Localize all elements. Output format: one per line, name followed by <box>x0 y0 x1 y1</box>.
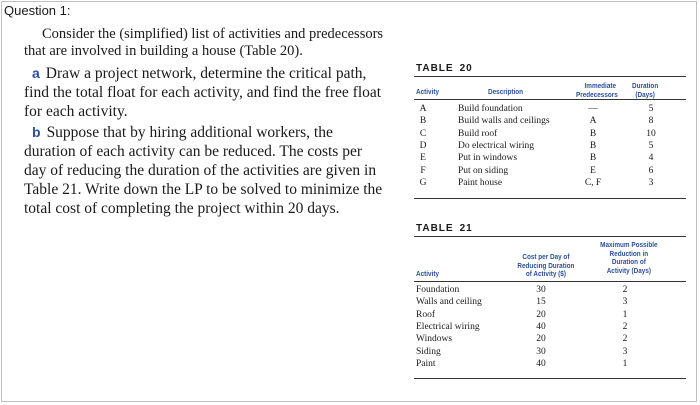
table21-number: 21 <box>459 223 473 234</box>
table20-cell-activity: B <box>419 116 427 127</box>
table20-cell-duration: 3 <box>648 177 654 188</box>
table21-header-max-line4: Activity (Days) <box>606 265 651 275</box>
table21-cell-activity: Foundation <box>416 285 460 295</box>
table21-header-max-line1: Maximum Possible <box>600 240 658 249</box>
table20-cell-activity: C <box>419 128 427 139</box>
table20-cell-activity: D <box>419 140 427 151</box>
table21-cell-activity: Electrical wiring <box>416 321 480 332</box>
question-title: Question 1: <box>4 3 71 18</box>
table21-cell-cost: 30 <box>536 346 546 357</box>
table21-header-max <box>594 241 664 275</box>
table21-cell-max: 1 <box>622 358 628 369</box>
table20-cell-description: Build walls and ceilings <box>458 116 550 127</box>
table21-cell-activity: Roof <box>416 309 435 320</box>
table20-cell-predecessors: C, F <box>584 177 602 188</box>
table20-cell-description: Do electrical wiring <box>458 140 534 151</box>
table20-cell-description: Build foundation <box>458 104 523 114</box>
table21-cell-cost: 20 <box>536 309 546 320</box>
table20-cell-description: Put on siding <box>458 165 509 176</box>
table20-cell-predecessors: B <box>589 128 597 139</box>
table21-cell-cost: 30 <box>536 285 546 295</box>
table21-header-max-line3: Duration of <box>611 257 646 266</box>
table20-cell-activity: E <box>420 153 426 164</box>
table21-header-cost <box>517 253 575 279</box>
table20-cell-description: Build roof <box>458 128 498 139</box>
table20-header-predecessors <box>576 82 618 99</box>
table21-cell-cost: 20 <box>536 334 546 345</box>
table21-header-max-line2: Reduction in <box>609 248 649 258</box>
table20-cell-duration: 4 <box>648 153 654 164</box>
table20-cell-activity: A <box>419 104 427 114</box>
table21-cell-activity: Siding <box>416 346 441 357</box>
table20-cell-description: Put in windows <box>458 153 518 164</box>
part-a-text: Draw a project network, determine the critical path, find the total float for each activity, and find the free float for each activity. <box>24 65 382 120</box>
table21-caption <box>416 223 473 234</box>
table20-cell-predecessors: B <box>589 140 597 151</box>
table20-header-activity: Activity <box>416 87 440 96</box>
table21-top-rule <box>414 236 686 237</box>
table20-cell-duration: 6 <box>648 165 654 176</box>
table20-header-pred-line1: Immediate <box>584 81 617 90</box>
table20-cell-activity: F <box>420 165 426 176</box>
table21-cell-cost: 40 <box>536 358 546 369</box>
table21-cell-cost: 15 <box>536 297 546 308</box>
table20-cell-predecessors: A <box>589 116 597 127</box>
part-b <box>24 123 384 218</box>
table21-cell-max: 2 <box>622 321 628 332</box>
table20-header-dur-line1: Duration <box>632 81 659 90</box>
table20-header-rule <box>414 99 686 100</box>
table21-cell-max: 2 <box>622 334 628 345</box>
table20-cell-description: Paint house <box>458 177 503 188</box>
table21-cell-max: 1 <box>622 309 628 320</box>
table20-caption-word: TABLE <box>416 63 454 74</box>
table21-cell-max: 3 <box>622 346 628 357</box>
table20-cell-duration: 5 <box>648 140 654 151</box>
table21-bottom-rule <box>414 378 686 379</box>
table21-header-activity: Activity <box>416 269 440 278</box>
table20-header-pred-line2: Predecessors <box>576 89 618 99</box>
table21-header-cost-line2: Reducing Duration <box>517 260 575 270</box>
table20-cell-predecessors: B <box>589 153 597 164</box>
table21-cell-cost: 40 <box>536 321 546 332</box>
table20-cell-predecessors: — <box>588 104 598 114</box>
part-b-text: Suppose that by hiring additional workers, the duration of each activity can be reduced. The costs per day of reducing the duration of the activities are given in Table 21. Write down the LP to be solved to minimize the total cost of completing the project within 20 days. <box>24 124 383 217</box>
table20-header-duration <box>632 82 658 99</box>
table20-header-description: Description <box>488 87 524 96</box>
table20-cell-predecessors: E <box>590 165 596 176</box>
table20-bottom-rule <box>414 198 686 199</box>
table20-number: 20 <box>459 63 473 74</box>
table20-cell-duration: 10 <box>646 128 656 139</box>
table21-caption-word: TABLE <box>416 223 454 234</box>
table21-header-rule <box>414 281 686 282</box>
table20-header-dur-line2: (Days) <box>635 89 655 99</box>
part-a-label: a <box>32 65 40 81</box>
part-b-label: b <box>32 124 41 140</box>
table21-cell-max: 3 <box>622 297 628 308</box>
table20-cell-duration: 8 <box>648 116 654 127</box>
table21-cell-activity: Walls and ceiling <box>416 297 482 308</box>
table20-top-rule <box>414 76 686 77</box>
table21-header-cost-line3: of Activity ($) <box>525 269 566 278</box>
part-a <box>24 64 384 121</box>
table20-cell-duration: 5 <box>648 104 654 114</box>
table21-header-cost-line1: Cost per Day of <box>522 252 570 261</box>
table21-cell-max: 2 <box>622 285 628 295</box>
table21-cell-activity: Paint <box>416 358 436 369</box>
table20-caption <box>416 63 473 74</box>
intro-line-1: Consider the (simplified) list of activities and predecessors <box>42 26 384 42</box>
question-intro <box>24 26 384 60</box>
intro-line-2: that are involved in building a house (Table 20). <box>24 43 303 59</box>
table20-cell-activity: G <box>419 177 427 188</box>
table21-cell-activity: Windows <box>416 334 453 345</box>
